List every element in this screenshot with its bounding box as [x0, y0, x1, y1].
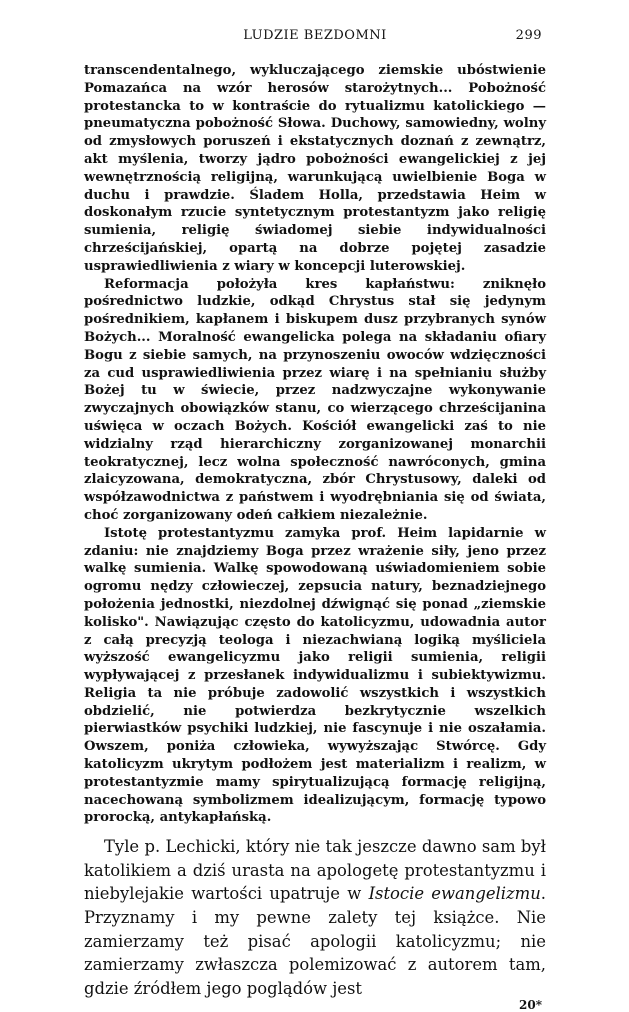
paragraph: transcendentalnego, wykluczającego ziemskie ubóstwienie Pomazańca na wzór herosów starożytnych... Pobożność protestancka to w kontraście do rytualizmu katolickiego — pneumatyczna pobożność Słowa. Duchowy, samowiedny, wolny od zmysłowych poruszeń i ekstatycznych doznań z zewnątrz, akt myślenia, tworzy jądro pobożności ewangelickiej z jej wewnętrznością religijną, warunkującą uwielbienie Boga w duchu i prawdzie. Śladem Holla, przedstawia Heim w doskonałym rzucie syntetycznym protestantyzm jako religię sumienia, religię świadomej siebie indywidualności chrześcijańskiej, opartą na dobrze pojętej zasadzie usprawiedliwienia z wiary w koncepcji luterowskiej. [84, 63, 546, 274]
quoted-text-block [84, 62, 546, 827]
running-title: LUDZIE BEZDOMNI [243, 28, 387, 43]
paragraph: Istotę protestantyzmu zamyka prof. Heim lapidarnie w zdaniu: nie znajdziemy Boga przez wrażenie siły, jeno przez walkę sumienia. Walkę spowodowaną uświadomieniem sobie ogromu nędzy człowieczej, zepsucia natury, beznadziejnego położenia jednostki, niezdolnej dźwignąć się ponad „ziemskie kolisko". Nawiązując często do katolicyzmu, udowadnia autor z całą precyzją teologa i niezachwianą logiką myśliciela wyższość ewangelicyzmu jako religii sumienia, religii wypływającej z przesłanek indywidualizmu i subiektywizmu. Religia ta nie próbuje zadowolić wszystkich i wszystkich obdzielić, nie potwierdza bezkrytycznie wszelkich pierwiastków psychiki ludzkiej, nie fascynuje i nie oszałamia. Owszem, poniża człowieka, wywyższając Stwórcę. Gdy katolicyzm ukrytym podłożem jest materializm i realizm, w protestantyzmie mamy spirytualizującą formację religijną, nacechowaną symbolizmem idealizującym, formację typowo prorocką, antykapłańską. [84, 525, 546, 826]
running-header [84, 28, 546, 48]
text-run: . Przyznamy i my pewne zalety tej książce. Nie zamierzamy też pisać apologii katolicyzmu; nie zamierzamy zwłaszcza polemizować z autorem tam, gdzie źródłem jego poglądów jest [84, 884, 546, 998]
book-title: Istocie ewangelizmu [368, 884, 541, 904]
paragraph: Reformacja położyła kres kapłaństwu: zniknęło pośrednictwo ludzkie, odkąd Chrystus stał się jedynym pośrednikiem, kapłanem i biskupem dusz przybranych synów Bożych... Moralność ewangelicka polega na składaniu ofiary Bogu z siebie samych, na przynoszeniu owoców wdzięczności za cud usprawiedliwienia przez wiarę i na spełnianiu służby Bożej tu w świecie, przez nadzwyczajne wykonywanie zwyczajnych obowiązków stanu, co wierzącego chrześcijanina uświęca w oczach Bożych. Kościół ewangelicki zaś to nie widzialny rząd hierarchiczny zorganizowanej monarchii teokratycznej, lecz wolna społeczność nawróconych, gmina zlaicyzowana, demokratyczna, zbór Chrystusowy, daleki od współzawodnictwa z państwem i wyodrębniania się od świata, choć zorganizowany odeń całkiem niezależnie. [84, 276, 546, 523]
main-text-block [84, 835, 546, 1000]
paragraph [84, 835, 546, 1000]
book-page [84, 28, 546, 1012]
page-number: 299 [515, 28, 542, 43]
signature-mark: 20* [519, 998, 542, 1012]
text-run: Tyle p. Lechicki, który nie tak jeszcze dawno sam był katolikiem a dziś urasta na apologetę protestantyzmu i niebylejakie wartości upatruje w [84, 837, 546, 904]
